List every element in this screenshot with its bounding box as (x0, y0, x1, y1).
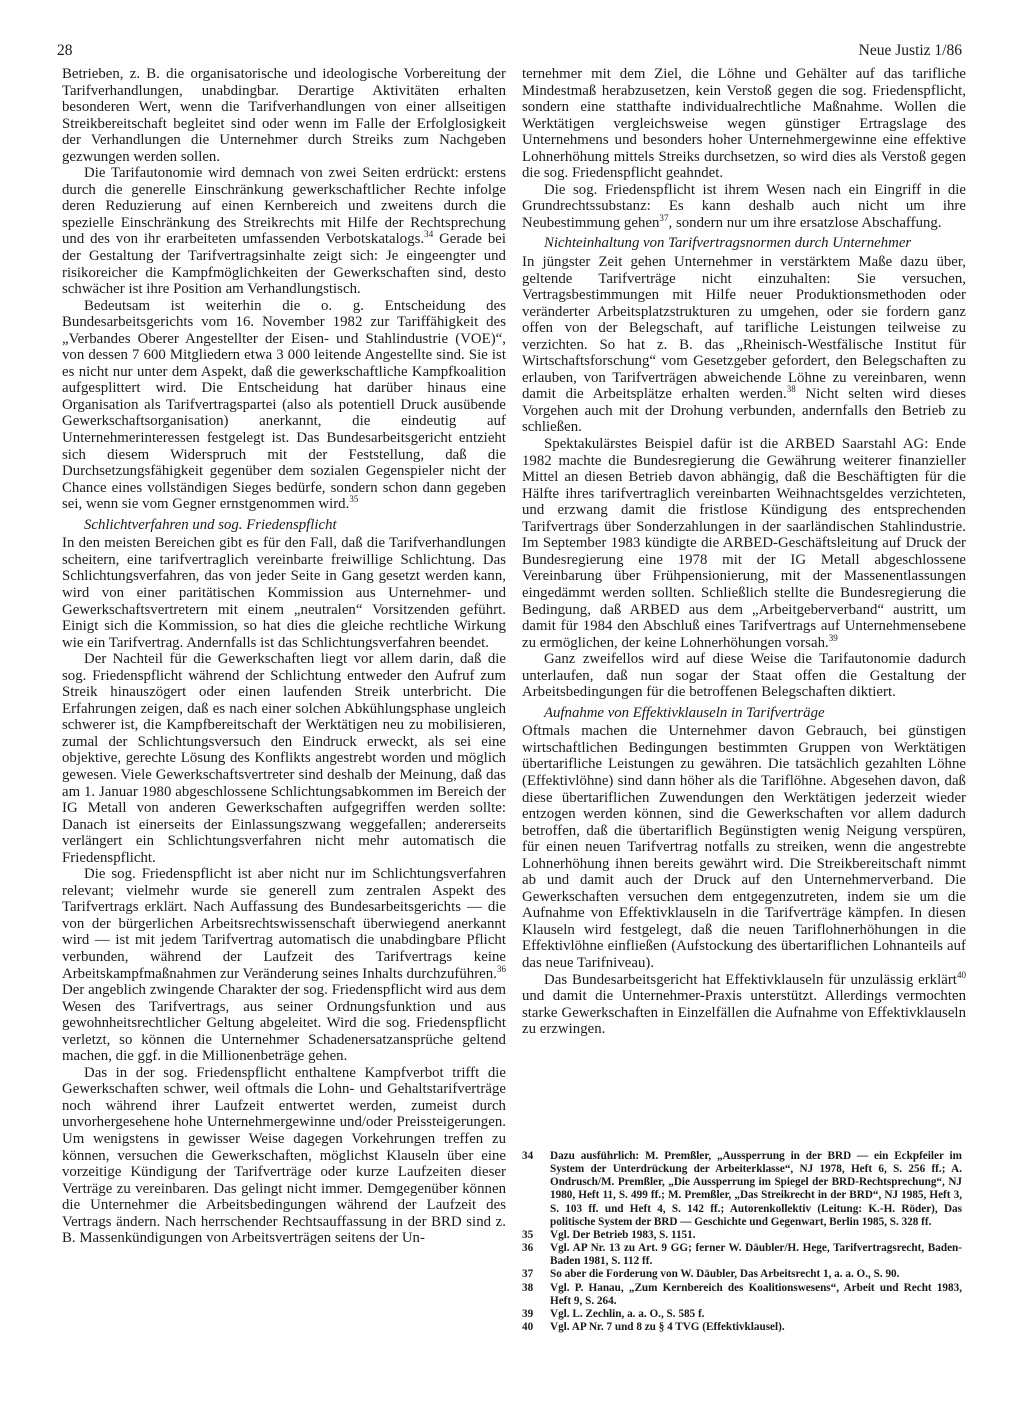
paragraph-text: Nicht selten wird dieses Vorgehen auch mit der Drohung verbunden, andernfalls den Betrieb zu schließen. (522, 386, 966, 436)
paragraph (62, 651, 506, 866)
footnote-ref: 39 (828, 632, 838, 643)
section-heading: Schlichtverfahren und sog. Friedenspflicht (84, 516, 337, 533)
paragraph (522, 436, 966, 651)
footnote (522, 1308, 962, 1321)
paragraph-text: Die sog. Friedenspflicht ist aber nicht nur im Schlichtungsverfahren relevant; vielmehr wurde sie generell zum zentralen Aspekt des Tarifvertrags erklärt. Nach Auffassung des Bundesarbeitsgerichts — die von der bürgerlichen Arbeitsrechtswissenschaft überwiegend anerkannt wird — ist mit jedem Tarifvertrag automatisch die unabdingbare Pflicht verbunden, während der Laufzeit des Tarifvertrags keine Arbeitskampfmaßnahmen zur Veränderung seines Inhalts durchzuführen. (62, 866, 506, 982)
paragraph-text: , sondern nur um ihre ersatzlose Abschaffung. (668, 214, 942, 231)
paragraph (62, 66, 506, 165)
paragraph-text: Gerade bei der Gestaltung der Tarifvertragsinhalte zeigt sich: Je eingeengter und risikoreicher die Kampfmöglichkeiten der Gewerkschaften sind, desto schwächer ist ihre Position am Verhandlungstisch. (62, 231, 506, 298)
paragraph-text: und damit die Unternehmer-Praxis unterstützt. Allerdings vermochten starke Gewerkschaften in Einzelfällen die Aufnahme von Effektivklauseln zu erzwingen. (522, 988, 966, 1038)
page-header (57, 36, 962, 60)
footnote (522, 1242, 962, 1268)
right-column (522, 66, 966, 1038)
paragraph-text: In den meisten Bereichen gibt es für den Fall, daß die Tarifverhandlungen scheitern, eine tarifvertraglich vereinbarte freiwillige Schlichtung. Das Schlichtungsverfahren, das von jeder Seite in Gang gesetzt werden kann, wird von einer paritätischen Kommission aus Unternehmer- und Gewerkschaftsvertretern mit einem „neutralen“ Vorsitzenden geführt. Einigt sich die Kommission, so hat dies die gleiche rechtliche Wirkung wie ein Tarifvertrag. Andernfalls ist das Schlichtungsverfahren beendet. (62, 535, 506, 651)
paragraph-text: Oftmals machen die Unternehmer davon Gebrauch, bei günstigen wirtschaftlichen Bedingungen bestimmten Gruppen von Werktätigen übertarifliche Leistungen zu gewähren. Die tatsächlich gezahlten Löhne (Effektivlöhne) sind dann höher als die Tariflöhne. Abgesehen davon, daß diese übertariflichen Zuwendungen den Werktätigen jederzeit wieder entzogen werden können, sind die Gewerkschaften vor allem dadurch betroffen, daß die übertariflich Begünstigten wenig Neigung verspüren, für einen neuen Tarifvertrag notfalls zu streiken, wenn die angestrebte Lohnerhöhung ihnen bereits gewährt wird. Die Streikbereitschaft nimmt ab und damit auch der Druck auf den Unternehmerverband. Die Gewerkschaften versuchen dem entgegenzutreten, indem sie um die Aufnahme von Effektivklauseln in die Tarifverträge kämpfen. In diesen Klauseln wird festgelegt, daß die neuen Tariflohnerhöhungen in die Effektivlöhne einfließen (Aufstockung des übertariflichen Lohnanteils auf das neue Tarifniveau). (522, 723, 966, 971)
footnote-number: 39 (522, 1307, 534, 1320)
footnote-ref: 34 (424, 229, 434, 240)
footnote-text: Vgl. AP Nr. 13 zu Art. 9 GG; ferner W. Däubler/H. Hege, Tarifvertragsrecht, Baden-Baden 1981, S. 112 ff. (550, 1242, 962, 1268)
footnote-number: 36 (522, 1242, 534, 1255)
footnote-number: 38 (522, 1281, 534, 1294)
footnote-text: So aber die Forderung von W. Däubler, Das Arbeitsrecht 1, a. a. O., S. 90. (550, 1268, 900, 1281)
paragraph (522, 254, 966, 436)
paragraph-text: Bedeutsam ist weiterhin die o. g. Entscheidung des Bundesarbeitsgerichts vom 16. November 1982 zur Tariffähigkeit des „Verbandes Oberer Angestellter der Eisen- und Stahlindustrie (VOE)“, von dessen 7 600 Mitgliedern etwa 3 000 leitende Angestellte sind. Sie ist es nicht nur unter dem Aspekt, daß die gewerkschaftliche Kampfkoalition aufgesplittert wird. Die Entscheidung hat darüber hinaus eine Organisation als Tarifvertragspartei (also als potentiell Druck ausübende Gewerkschaftsorganisation) anerkannt, die eindeutig auf Unternehmerinteressen festgelegt ist. Das Bundesarbeitsgericht entzieht sich diesem Widerspruch mit der Feststellung, daß die Durchsetzungsfähigkeit gegenüber dem sozialen Gegenspieler nicht der Chance eines vollständigen Sieges bedürfe, sondern schon dann gegeben sei, wenn sie vom Gegner ernstgenommen wird. (62, 297, 506, 513)
footnote-ref: 37 (659, 212, 669, 223)
footnote-text: Vgl. P. Hanau, „Zum Kernbereich des Koalitionswesens“, Arbeit und Recht 1983, Heft 9, S. 264. (550, 1281, 962, 1307)
paragraph (522, 723, 966, 971)
footnote-text: Dazu ausführlich: M. Premßler, „Aussperrung in der BRD — ein Eckpfeiler im System der Unterdrückung der Arbeiterklasse“, NJ 1978, Heft 6, S. 256 ff.; A. Ondrusch/M. Premßler, „Die Aussperrung im Spiegel der BRD-Rechtsprechung“, NJ 1980, Heft 11, S. 499 ff.; M. Premßler, „Das Streikrecht in der BRD“, NJ 1985, Heft 3, S. 103 ff. und Heft 4, S. 142 ff.; Autorenkollektiv (Leitung: K.-H. Röder), Das politische System der BRD — Geschichte und Gegenwart, Berlin 1985, S. 328 ff. (550, 1150, 962, 1228)
paragraph (62, 165, 506, 297)
paragraph (522, 66, 966, 182)
paragraph-text: Das Bundesarbeitsgericht hat Effektivklauseln für unzulässig erklärt (544, 971, 957, 988)
footnote-ref: 36 (496, 963, 506, 974)
journal-title: Neue Justiz 1/86 (858, 42, 962, 59)
footnote-number: 35 (522, 1228, 534, 1241)
footnote-number: 34 (522, 1150, 534, 1162)
footnote-number: 37 (522, 1268, 534, 1281)
paragraph-text: Die Tarifautonomie wird demnach von zwei Seiten erdrückt: erstens durch die generelle Einschränkung gewerkschaftlicher Rechte infolge deren Reduzierung auf einen Kernbereich und zweitens durch die spezielle Einschränkung des Streikrechts mit Hilfe der Rechtsprechung und des von ihr erarbeiteten umfassenden Verbotskatalogs. (62, 165, 506, 248)
paragraph-text: ternehmer mit dem Ziel, die Löhne und Gehälter auf das tarifliche Mindestmaß herabzusetzen, kein Verstoß gegen die sog. Friedenspflicht, sondern eine statthafte individualrechtliche Maßnahme. Wollen die Werktätigen vergleichsweise wegen günstiger Ertragslage des Unternehmens und besonders hoher Unternehmergewinne eine effektive Lohnerhöhung mittels Streiks durchsetzen, so wird dies als Verstoß gegen die sog. Friedenspflicht geahndet. (522, 66, 966, 182)
paragraph (62, 535, 506, 651)
section-heading: Nichteinhaltung von Tarifvertragsnormen durch Unternehmer (544, 235, 912, 252)
page-number: 28 (57, 42, 73, 59)
footnote-text: Vgl. L. Zechlin, a. a. O., S. 585 f. (550, 1307, 705, 1320)
footnote (522, 1229, 962, 1242)
footnote-text: Vgl. Der Betrieb 1983, S. 1151. (550, 1228, 696, 1241)
paragraph (522, 182, 966, 232)
paragraph-text: Das in der sog. Friedenspflicht enthaltene Kampfverbot trifft die Gewerkschaften schwer, weil oftmals die Lohn- und Gehaltstarifverträge noch während ihrer Laufzeit entwertet werden, zumeist durch unvorhergesehene hohe Unternehmergewinne und/oder Preissteigerungen. Um wenigstens in gewisser Weise dagegen Vorkehrungen treffen zu können, versuchen die Gewerkschaften, möglichst Klauseln über eine vorzeitige Kündigung der Tarifverträge oder kurze Laufzeiten dieser Verträge zu vereinbaren. Das gelingt nicht immer. Demgegenüber können die Unternehmer die Arbeitsbedingungen während der Laufzeit des Vertrags ändern. Nach herrschender Rechtsauffassung in der BRD sind z. B. Massenkündigungen von Arbeitsverträgen seitens der Un- (62, 1064, 506, 1247)
paragraph (522, 969, 966, 1038)
footnote (522, 1268, 962, 1281)
paragraph (62, 1065, 506, 1247)
footnote-ref: 35 (349, 494, 359, 505)
footnote (522, 1282, 962, 1308)
paragraph-text: Der Nachteil für die Gewerkschaften liegt vor allem darin, daß die sog. Friedenspflicht während der Schlichtung entweder den Aufruf zum Streik hinauszögert oder einen laufenden Streik unterbricht. Die Erfahrungen zeigen, daß es nach einer solchen Abkühlungsphase ungleich schwerer ist, die Kampfbereitschaft der Werktätigen neu zu mobilisieren, zumal der Schlichtungsversuch den Eindruck erweckt, als sei eine objektive, gerechte Lösung des Konflikts angestrebt worden und möglich gewesen. Viele Gewerkschaftsvertreter sind deshalb der Meinung, daß das am 1. Januar 1980 abgeschlossene Schlichtungsabkommen im Bereich der IG Metall von anderen Gewerkschaften aufgegriffen werden sollte: Danach ist einerseits der Einlassungszwang weggefallen; andererseits verlängert ein Schlichtungsverfahren nicht mehr automatisch die Friedenspflicht. (62, 651, 506, 866)
paragraph-text: Die sog. Friedenspflicht ist ihrem Wesen nach ein Eingriff in die Grundrechtssubstanz: Es kann deshalb auch nicht um ihre Neubestimmung gehen (522, 181, 966, 231)
footnote-text: Vgl. AP Nr. 7 und 8 zu § 4 TVG (Effektivklausel). (550, 1321, 785, 1334)
paragraph (62, 866, 506, 1065)
paragraph-text: In jüngster Zeit gehen Unternehmer in verstärktem Maße dazu über, geltende Tarifverträge nicht einzuhalten: Sie versuchen, Vertragsbestimmungen mit Hilfe neuer Produktionsmethoden oder veränderter Arbeitsplatzstrukturen zu umgehen, oder sie fordern ganz offen von der Belegschaft, auf tarifliche Leistungen teilweise zu verzichten. So hat z. B. das „Rheinisch-Westfälische Institut für Wirtschaftsforschung“ vom Gesetzgeber gefordert, den Belegschaften zu erlauben, von Tarifverträgen abweichende Löhne zu vereinbaren, wenn damit die Arbeitsplätze erhalten werden. (522, 254, 966, 403)
paragraph (62, 298, 506, 513)
left-column (62, 66, 506, 1247)
paragraph (522, 651, 966, 701)
paragraph-text: Spektakulärstes Beispiel dafür ist die ARBED Saarstahl AG: Ende 1982 machte die Bundesregierung die Gewährung weiterer finanzieller Mittel an diesen Betrieb davon abhängig, daß die Beschäftigten für die Hälfte ihres tarifvertraglich vereinbarten Weihnachtsgeldes verzichteten, und erzwang damit die fristlose Kündigung des entsprechenden Tarifvertrags über Sonderzahlungen in der saarländischen Stahlindustrie. Im September 1983 kündigte die ARBED-Geschäftsleitung auf Druck der Bundesregierung eine 1978 mit der IG Metall abgeschlossene Vereinbarung über Frühpensionierung, mit der Massenentlassungen eingedämmt werden sollten. Schließlich stellte die Bundesregierung die Bedingung, daß ARBED aus dem „Arbeitgeberverband“ austritt, um damit für 1984 den Abschluß eines Tarifvertrags auf Unternehmensebene zu ermöglichen, der keine Lohnerhöhungen vorsah. (522, 436, 966, 651)
section-heading: Aufnahme von Effektivklauseln in Tarifverträge (544, 704, 825, 721)
footnote-number: 40 (522, 1321, 534, 1334)
paragraph-text: Der angeblich zwingende Charakter der sog. Friedenspflicht wird aus dem Wesen des Tarifvertrags, aus seiner Ordnungsfunktion und aus gewohnheitsrechtlicher Geltung abgeleitet. Wird die sog. Friedenspflicht verletzt, so können die Unternehmer Schadenersatzansprüche geltend machen, die ggf. in die Millionenbeträge gehen. (62, 982, 506, 1065)
footnote-ref: 38 (786, 384, 796, 395)
paragraph-text: Ganz zweifellos wird auf diese Weise die Tarifautonomie dadurch unterlaufen, daß nun sogar der Staat offen die Gestaltung der Arbeitsbedingungen für die betroffenen Belegschaften diktiert. (522, 651, 966, 701)
footnote-ref: 40 (956, 969, 966, 980)
footnote (522, 1150, 962, 1229)
footnotes (522, 1150, 962, 1334)
footnote (522, 1321, 962, 1334)
paragraph-text: Betrieben, z. B. die organisatorische und ideologische Vorbereitung der Tarifverhandlungen, unabdingbar. Derartige Aktivitäten erhalten besonderen Wert, wenn die Tarifverhandlungen von einer allseitigen Streikbereitschaft begleitet sind oder wenn im Falle der Erfolglosigkeit der Verhandlungen die Unternehmer durch Streiks zum Nachgeben gezwungen werden sollen. (62, 66, 506, 165)
